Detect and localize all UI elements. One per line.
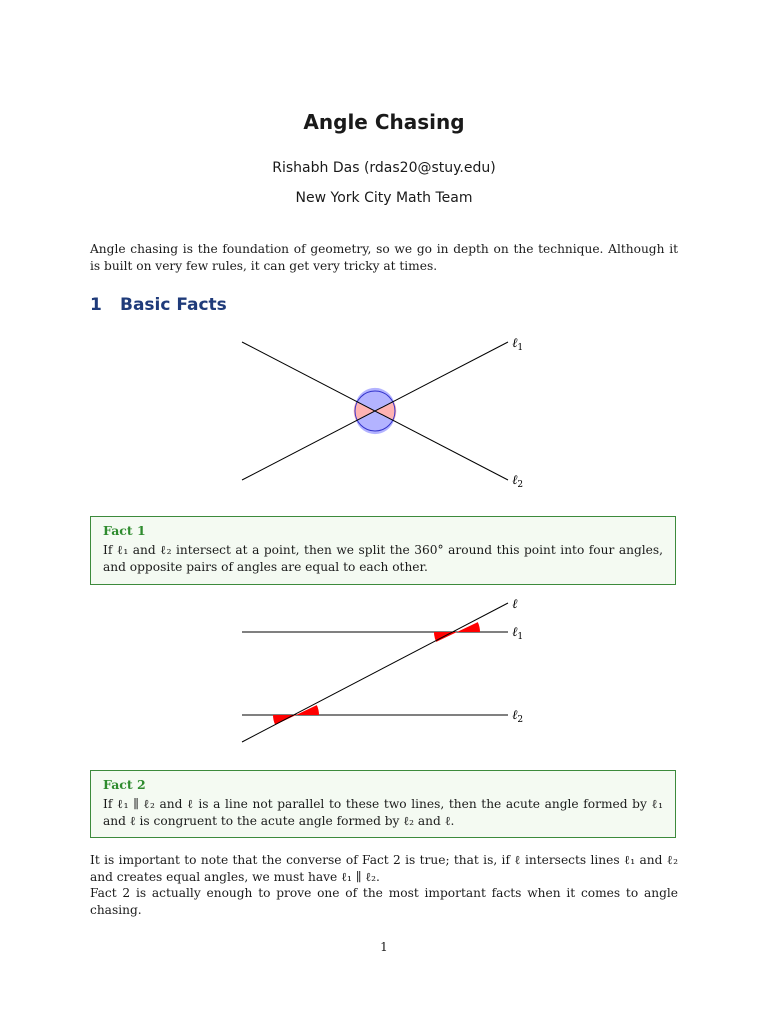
label-l: ℓ xyxy=(512,597,518,612)
document-title: Angle Chasing xyxy=(303,110,465,134)
angle-mark-l1-right xyxy=(457,622,480,632)
closing-paragraph: Fact 2 is actually enough to prove one of the most important facts when it comes to angle chasing. xyxy=(90,886,678,917)
angle-region-right xyxy=(375,402,396,420)
fact-2-title: Fact 2 xyxy=(103,777,146,792)
angle-circle-outline xyxy=(355,391,395,431)
angle-mark-l2-left xyxy=(273,715,296,725)
angle-region-top xyxy=(356,388,394,411)
label-parallel-l2: ℓ$_2$ xyxy=(512,708,524,725)
fact-1-body: If ℓ₁ and ℓ₂ intersect at a point, then we split the 360° around this point into four angles, and opposite pairs of angles are equal to each other. xyxy=(103,543,663,574)
line-l2 xyxy=(242,342,508,480)
label-l1: ℓ$_1$ xyxy=(512,336,524,353)
fact-1-box xyxy=(90,516,676,585)
intro-paragraph: Angle chasing is the foundation of geometry, so we go in depth on the technique. Although it is built on very few rules, it can get very tricky at times. xyxy=(90,242,678,273)
angle-region-left xyxy=(354,402,375,420)
transversal-line-l xyxy=(242,603,508,742)
converse-paragraph: It is important to note that the converse of Fact 2 is true; that is, if ℓ intersects lines ℓ₁ and ℓ₂ and creates equal angles, we must have ℓ₁ ∥ ℓ₂. xyxy=(90,853,678,884)
fact-2-body: If ℓ₁ ∥ ℓ₂ and ℓ is a line not parallel to these two lines, then the acute angle formed by ℓ₁ and ℓ is congruent to the acute angle formed by ℓ₂ and ℓ. xyxy=(103,797,663,828)
fact-1-title: Fact 1 xyxy=(103,523,146,538)
label-parallel-l1: ℓ$_1$ xyxy=(512,625,524,642)
angle-region-bottom xyxy=(356,411,394,434)
fact-2-box xyxy=(90,770,676,838)
affiliation-line: New York City Math Team xyxy=(295,190,473,206)
angle-mark-l2-right xyxy=(296,705,319,715)
author-line: Rishabh Das (rdas20@stuy.edu) xyxy=(272,160,496,176)
section-heading xyxy=(90,295,227,315)
vertical-angles-circle xyxy=(354,388,396,434)
section-number: 1 xyxy=(90,295,102,315)
page-number: 1 xyxy=(380,940,388,954)
label-l2: ℓ$_2$ xyxy=(512,473,524,490)
line-l1 xyxy=(242,342,508,480)
angle-mark-l1-left xyxy=(434,632,457,642)
section-title: Basic Facts xyxy=(120,295,227,315)
